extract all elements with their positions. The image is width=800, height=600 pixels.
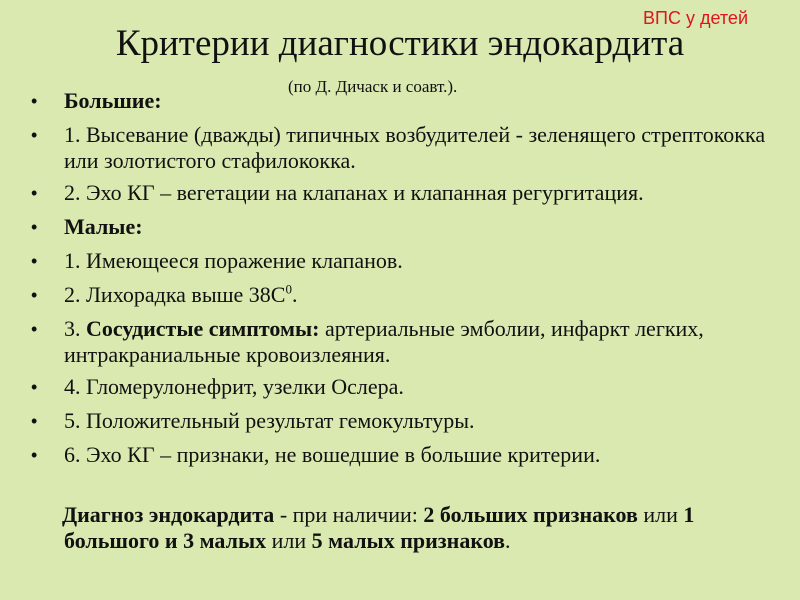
minor-3-rest: артериальные эмболии, инфаркт легких, интракраниальные кровоизлеяния. bbox=[64, 316, 704, 367]
minor-criterion-2 bbox=[0, 282, 800, 308]
minor-criterion-4: • 4. Гломерулонефрит, узелки Ослера. bbox=[0, 374, 800, 400]
slide-title: Критерии диагностики эндокардита bbox=[115, 23, 685, 64]
major-heading-text: Большие: bbox=[64, 88, 162, 113]
diagnosis-conclusion bbox=[0, 502, 800, 554]
conclusion-bold-4: 5 малых признаков bbox=[311, 528, 506, 553]
major-criterion-2: • 2. Эхо КГ – вегетации на клапанах и клапанная регургитация. bbox=[0, 180, 800, 206]
minor-3-num: 3. bbox=[64, 316, 86, 341]
minor-criterion-5: • 5. Положительный результат гемокультуры. bbox=[0, 408, 800, 434]
major-criterion-1: • 1. Высевание (дважды) типичных возбудителей - зеленящего стрептококка или золотистого стафилококка. bbox=[0, 122, 800, 174]
minor-criteria-heading bbox=[0, 214, 800, 240]
conclusion-text-1: - при наличии: bbox=[274, 502, 424, 527]
minor-criterion-1: • 1. Имеющееся поражение клапанов. bbox=[0, 248, 800, 274]
minor-2-text: 2. Лихорадка выше 38С bbox=[64, 282, 286, 307]
minor-criterion-3 bbox=[0, 316, 800, 368]
criteria-list bbox=[0, 88, 800, 476]
corner-tag: ВПС у детей bbox=[643, 8, 748, 28]
slide-subtitle: (по Д. Дичаск и соавт.). bbox=[288, 77, 458, 96]
major-criteria-heading bbox=[0, 88, 800, 114]
conclusion-text-2: или bbox=[637, 502, 684, 527]
minor-criterion-6: • 6. Эхо КГ – признаки, не вошедшие в большие критерии. bbox=[0, 442, 800, 468]
minor-heading-text: Малые: bbox=[64, 214, 143, 239]
conclusion-text-3: или bbox=[266, 528, 312, 553]
minor-2-end: . bbox=[291, 282, 298, 307]
conclusion-text-4: . bbox=[505, 528, 511, 553]
conclusion-bold-2: 2 больших признаков bbox=[423, 502, 638, 527]
minor-3-bold: Сосудистые симптомы: bbox=[86, 316, 320, 341]
conclusion-bold-1: Диагноз эндокардита bbox=[62, 502, 275, 527]
degree-superscript: 0 bbox=[285, 281, 292, 297]
conclusion-bold-3: 1 большого и 3 малых bbox=[64, 502, 695, 553]
